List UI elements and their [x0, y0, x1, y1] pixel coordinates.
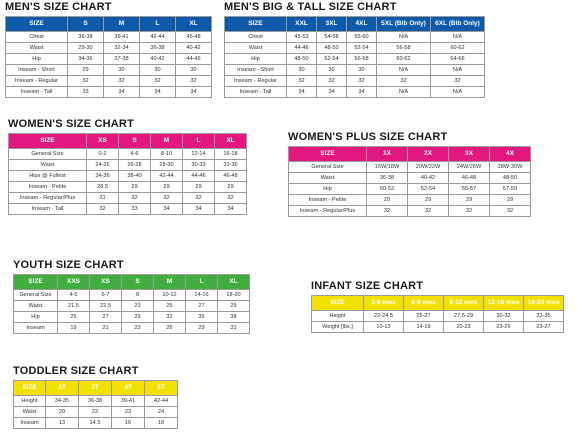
- size-column-header: 12-18 mos: [484, 296, 524, 311]
- table-cell: 32: [68, 76, 104, 87]
- table-cell: 10-13: [364, 322, 404, 333]
- table-cell: 14-16: [186, 290, 218, 301]
- table-row: [14, 301, 250, 312]
- header-row: [289, 147, 531, 162]
- table-cell: 52-54: [347, 43, 377, 54]
- table-cell: 16: [112, 418, 145, 429]
- size-header: SIZE: [225, 17, 287, 32]
- table-cell: 14.5: [79, 418, 112, 429]
- table-cell: 38-40: [119, 171, 151, 182]
- table-cell: 60-62: [377, 54, 431, 65]
- infant-size-chart-section: [311, 280, 564, 333]
- table-row: [6, 65, 212, 76]
- size-column-header: XS: [87, 134, 119, 149]
- row-label: Inseam - Tall: [9, 204, 87, 215]
- table-cell: 12-14: [183, 149, 215, 160]
- table-cell: 27: [186, 301, 218, 312]
- table-cell: 32: [287, 76, 317, 87]
- table-cell: 23-27: [524, 322, 564, 333]
- table-cell: 42-44: [145, 396, 178, 407]
- table-cell: 19: [58, 323, 90, 334]
- size-column-header: 2X: [408, 147, 449, 162]
- row-label: Waist: [225, 43, 287, 54]
- size-header: SIZE: [6, 17, 68, 32]
- size-column-header: 4X: [490, 147, 531, 162]
- table-cell: 26: [154, 323, 186, 334]
- table-row: [225, 65, 485, 76]
- table-cell: 55-60: [347, 32, 377, 43]
- table-cell: 46-48: [215, 171, 247, 182]
- mens-big-tall-table: [224, 16, 485, 98]
- table-cell: 26-28: [119, 160, 151, 171]
- row-label: Waist: [6, 43, 68, 54]
- table-cell: 32: [140, 76, 176, 87]
- size-column-header: L: [140, 17, 176, 32]
- table-row: [14, 323, 250, 334]
- table-cell: 29-30: [68, 43, 104, 54]
- table-cell: 8-10: [151, 149, 183, 160]
- mens-big-tall-chart-section: [224, 1, 485, 98]
- size-column-header: 3XL: [317, 17, 347, 32]
- table-cell: 32: [408, 206, 449, 217]
- table-cell: 34-36: [87, 171, 119, 182]
- table-cell: 42-44: [140, 32, 176, 43]
- table-row: [289, 206, 531, 217]
- size-column-header: 1X: [367, 147, 408, 162]
- table-cell: 25-27: [404, 311, 444, 322]
- table-row: [6, 76, 212, 87]
- table-cell: 50-52: [367, 184, 408, 195]
- toddler-size-chart-section: [13, 365, 178, 429]
- table-cell: 25: [154, 301, 186, 312]
- table-row: [6, 43, 212, 54]
- table-cell: 34: [151, 204, 183, 215]
- table-cell: 42-44: [151, 171, 183, 182]
- table-row: [289, 195, 531, 206]
- table-cell: 29: [151, 182, 183, 193]
- header-row: [225, 17, 485, 32]
- table-cell: 0-2: [87, 149, 119, 160]
- youth-size-chart-title: YOUTH SIZE CHART: [13, 259, 124, 271]
- table-cell: 29: [449, 195, 490, 206]
- size-column-header: L: [183, 134, 215, 149]
- size-column-header: 3T: [79, 381, 112, 396]
- table-cell: 55-57: [449, 184, 490, 195]
- infant-size-table: [311, 295, 564, 333]
- size-column-header: XXL: [287, 17, 317, 32]
- table-cell: 38: [218, 312, 250, 323]
- header-row: [14, 381, 178, 396]
- table-cell: 4-5: [58, 290, 90, 301]
- table-cell: 20: [46, 407, 79, 418]
- table-cell: 32: [377, 76, 431, 87]
- row-label: General Size: [14, 290, 58, 301]
- table-cell: 45-48: [176, 32, 212, 43]
- womens-plus-chart-title: WOMEN'S PLUS SIZE CHART: [288, 131, 448, 143]
- header-row: [6, 17, 212, 32]
- table-cell: 30: [104, 65, 140, 76]
- table-cell: 29: [186, 323, 218, 334]
- table-cell: 30-33: [183, 160, 215, 171]
- header-row: [312, 296, 564, 311]
- table-cell: 32: [87, 204, 119, 215]
- table-cell: 37-38: [104, 54, 140, 65]
- table-cell: 34: [176, 87, 212, 98]
- size-column-header: M: [154, 275, 186, 290]
- table-row: [9, 171, 247, 182]
- table-cell: 4-6: [119, 149, 151, 160]
- size-column-header: 6XL (Bib Only): [431, 17, 485, 32]
- row-label: Inseam - Regular/Plus: [9, 193, 87, 204]
- table-cell: 23: [112, 407, 145, 418]
- table-cell: N/A: [431, 65, 485, 76]
- size-column-header: 3-6 mos: [364, 296, 404, 311]
- table-cell: 32: [183, 193, 215, 204]
- row-label: Inseam - Regular: [6, 76, 68, 87]
- table-cell: 32: [215, 193, 247, 204]
- table-cell: 34: [183, 204, 215, 215]
- womens-plus-chart-section: [288, 131, 531, 217]
- table-cell: 32: [104, 76, 140, 87]
- table-row: [14, 396, 178, 407]
- womens-size-chart-title: WOMEN'S SIZE CHART: [8, 118, 134, 130]
- table-cell: 32: [176, 76, 212, 87]
- row-label: Inseam - Regular: [225, 76, 287, 87]
- infant-size-chart-title: INFANT SIZE CHART: [311, 280, 424, 292]
- mens-size-chart-title: MEN'S SIZE CHART: [5, 1, 112, 13]
- table-row: [9, 204, 247, 215]
- womens-plus-table: [288, 146, 531, 217]
- row-label: General Size: [9, 149, 87, 160]
- table-cell: 48-50: [317, 43, 347, 54]
- table-row: [6, 32, 212, 43]
- table-cell: 32: [119, 193, 151, 204]
- row-label: Waist: [289, 173, 367, 184]
- table-cell: 34-36: [68, 54, 104, 65]
- table-cell: 32: [490, 206, 531, 217]
- table-cell: 30: [317, 65, 347, 76]
- table-cell: 44-46: [183, 171, 215, 182]
- table-cell: 22: [79, 407, 112, 418]
- size-column-header: 3X: [449, 147, 490, 162]
- table-cell: N/A: [377, 87, 431, 98]
- table-cell: 29: [408, 195, 449, 206]
- toddler-size-table: [13, 380, 178, 429]
- table-row: [14, 407, 178, 418]
- table-row: [9, 160, 247, 171]
- row-label: Height: [14, 396, 46, 407]
- size-header: SIZE: [14, 275, 58, 290]
- table-cell: 40-42: [176, 43, 212, 54]
- size-column-header: XL: [215, 134, 247, 149]
- table-cell: 30: [347, 65, 377, 76]
- table-cell: 21.5: [58, 301, 90, 312]
- mens-big-tall-chart-title: MEN'S BIG & TALL SIZE CHART: [224, 1, 397, 13]
- table-cell: N/A: [431, 32, 485, 43]
- table-cell: 16-18: [215, 149, 247, 160]
- table-cell: 32: [347, 76, 377, 87]
- size-column-header: 4XL: [347, 17, 377, 32]
- table-cell: 33-36: [215, 160, 247, 171]
- table-cell: 39-41: [104, 32, 140, 43]
- table-row: [9, 182, 247, 193]
- size-header: SIZE: [14, 381, 46, 396]
- table-cell: 29: [215, 182, 247, 193]
- table-cell: 34: [317, 87, 347, 98]
- table-cell: 18-20: [218, 290, 250, 301]
- row-label: Inseam - Regular/Plus: [289, 206, 367, 217]
- row-label: Waist: [14, 301, 58, 312]
- table-row: [14, 418, 178, 429]
- row-label: Inseam: [14, 418, 46, 429]
- table-cell: 40-42: [140, 54, 176, 65]
- table-cell: 60-62: [431, 43, 485, 54]
- table-cell: 36-38: [367, 173, 408, 184]
- table-cell: 49-53: [287, 32, 317, 43]
- size-header: SIZE: [289, 147, 367, 162]
- table-row: [225, 54, 485, 65]
- table-cell: 18: [145, 418, 178, 429]
- table-cell: 44-46: [176, 54, 212, 65]
- table-cell: 56-58: [377, 43, 431, 54]
- table-cell: 56-58: [347, 54, 377, 65]
- table-cell: 25: [58, 312, 90, 323]
- table-row: [312, 322, 564, 333]
- table-cell: 48-50: [287, 54, 317, 65]
- table-row: [9, 149, 247, 160]
- table-cell: 32: [317, 76, 347, 87]
- table-cell: 20-23: [444, 322, 484, 333]
- table-cell: 34: [140, 87, 176, 98]
- row-label: Inseam - Short: [6, 65, 68, 76]
- size-column-header: XXS: [58, 275, 90, 290]
- table-cell: 32: [431, 76, 485, 87]
- size-header: SIZE: [312, 296, 364, 311]
- youth-size-table: [13, 274, 250, 334]
- table-cell: 52-54: [317, 54, 347, 65]
- row-label: Inseam - Short: [225, 65, 287, 76]
- row-label: Hips @ Fullest: [9, 171, 87, 182]
- womens-size-chart-section: [8, 118, 247, 215]
- table-cell: 39-41: [112, 396, 145, 407]
- table-cell: 29: [119, 182, 151, 193]
- size-column-header: S: [122, 275, 154, 290]
- table-cell: 34: [287, 87, 317, 98]
- row-label: General Size: [289, 162, 367, 173]
- size-column-header: 4T: [112, 381, 145, 396]
- table-cell: 30: [176, 65, 212, 76]
- table-cell: 34: [347, 87, 377, 98]
- table-cell: 33: [119, 204, 151, 215]
- header-row: [9, 134, 247, 149]
- table-cell: 34: [104, 87, 140, 98]
- size-column-header: 2T: [46, 381, 79, 396]
- table-cell: 20W/22W: [408, 162, 449, 173]
- row-label: Chest: [6, 32, 68, 43]
- table-cell: N/A: [431, 87, 485, 98]
- table-cell: 36-38: [140, 43, 176, 54]
- table-row: [14, 290, 250, 301]
- size-column-header: 5T: [145, 381, 178, 396]
- womens-size-table: [8, 133, 247, 215]
- table-cell: 32: [367, 206, 408, 217]
- table-row: [225, 76, 485, 87]
- table-cell: 33-35: [524, 311, 564, 322]
- row-label: Inseam - Tall: [6, 87, 68, 98]
- header-row: [14, 275, 250, 290]
- row-label: Inseam: [14, 323, 58, 334]
- table-cell: 36-38: [68, 32, 104, 43]
- table-cell: 32: [154, 312, 186, 323]
- table-cell: 28.5: [87, 182, 119, 193]
- table-cell: 29: [68, 65, 104, 76]
- size-column-header: S: [119, 134, 151, 149]
- size-column-header: 18-24 mos: [524, 296, 564, 311]
- table-row: [289, 162, 531, 173]
- row-label: Height: [312, 311, 364, 322]
- mens-size-chart-section: [5, 1, 212, 98]
- table-cell: 24W/26W: [449, 162, 490, 173]
- table-cell: 24: [145, 407, 178, 418]
- size-column-header: 6-9 mos: [404, 296, 444, 311]
- table-row: [225, 87, 485, 98]
- table-cell: 27.5-29: [444, 311, 484, 322]
- table-cell: 30: [287, 65, 317, 76]
- table-cell: 57-59: [490, 184, 531, 195]
- table-cell: 21: [90, 323, 122, 334]
- table-cell: 6-7: [90, 290, 122, 301]
- size-column-header: 5XL (Bib Only): [377, 17, 431, 32]
- table-cell: 30-32: [484, 311, 524, 322]
- row-label: Hip: [225, 54, 287, 65]
- table-cell: 34: [215, 204, 247, 215]
- table-cell: 16W/18W: [367, 162, 408, 173]
- row-label: Hip: [289, 184, 367, 195]
- row-label: Chest: [225, 32, 287, 43]
- size-column-header: 9-12 mos: [444, 296, 484, 311]
- table-row: [6, 87, 212, 98]
- row-label: Waist: [14, 407, 46, 418]
- row-label: Inseam - Petite: [9, 182, 87, 193]
- table-cell: 24-26: [87, 160, 119, 171]
- table-cell: 31: [87, 193, 119, 204]
- table-cell: 23-26: [484, 322, 524, 333]
- table-cell: 13: [46, 418, 79, 429]
- table-row: [14, 312, 250, 323]
- table-cell: 46-48: [449, 173, 490, 184]
- row-label: Waist: [9, 160, 87, 171]
- table-cell: 31: [218, 323, 250, 334]
- table-cell: 35: [186, 312, 218, 323]
- table-cell: 44-46: [287, 43, 317, 54]
- table-row: [9, 193, 247, 204]
- table-cell: 32: [151, 193, 183, 204]
- table-cell: 29: [490, 195, 531, 206]
- table-row: [289, 173, 531, 184]
- table-cell: 8: [122, 290, 154, 301]
- table-cell: 30: [140, 65, 176, 76]
- table-row: [225, 43, 485, 54]
- table-cell: 36-38: [79, 396, 112, 407]
- table-cell: N/A: [377, 65, 431, 76]
- table-cell: 52-54: [408, 184, 449, 195]
- row-label: Inseam - Petite: [289, 195, 367, 206]
- table-cell: 34-35: [46, 396, 79, 407]
- youth-size-chart-section: [13, 259, 250, 334]
- table-cell: 32: [449, 206, 490, 217]
- table-row: [225, 32, 485, 43]
- table-cell: 29: [183, 182, 215, 193]
- table-cell: 64-66: [431, 54, 485, 65]
- table-cell: 40-42: [408, 173, 449, 184]
- table-cell: 23: [122, 323, 154, 334]
- table-cell: 14-19: [404, 322, 444, 333]
- table-cell: 28-30: [151, 160, 183, 171]
- size-column-header: M: [104, 17, 140, 32]
- table-cell: N/A: [377, 32, 431, 43]
- table-cell: 28W-30W: [490, 162, 531, 173]
- table-row: [289, 184, 531, 195]
- table-cell: 32-34: [104, 43, 140, 54]
- size-column-header: M: [151, 134, 183, 149]
- table-cell: 29: [367, 195, 408, 206]
- table-cell: 22.5: [90, 301, 122, 312]
- row-label: Inseam - Tall: [225, 87, 287, 98]
- size-header: SIZE: [9, 134, 87, 149]
- table-cell: 29: [218, 301, 250, 312]
- table-cell: 33: [68, 87, 104, 98]
- table-cell: 23: [122, 301, 154, 312]
- table-cell: 29: [122, 312, 154, 323]
- size-column-header: L: [186, 275, 218, 290]
- table-cell: 54-58: [317, 32, 347, 43]
- table-row: [312, 311, 564, 322]
- row-label: Hip: [6, 54, 68, 65]
- row-label: Weight [lbs.]: [312, 322, 364, 333]
- row-label: Hip: [14, 312, 58, 323]
- toddler-size-chart-title: TODDLER SIZE CHART: [13, 365, 139, 377]
- table-cell: 48-50: [490, 173, 531, 184]
- size-column-header: XS: [90, 275, 122, 290]
- size-column-header: S: [68, 17, 104, 32]
- table-cell: 10-12: [154, 290, 186, 301]
- mens-size-table: [5, 16, 212, 98]
- table-cell: 22-24.5: [364, 311, 404, 322]
- size-column-header: XL: [218, 275, 250, 290]
- table-cell: 27: [90, 312, 122, 323]
- table-row: [6, 54, 212, 65]
- size-column-header: XL: [176, 17, 212, 32]
